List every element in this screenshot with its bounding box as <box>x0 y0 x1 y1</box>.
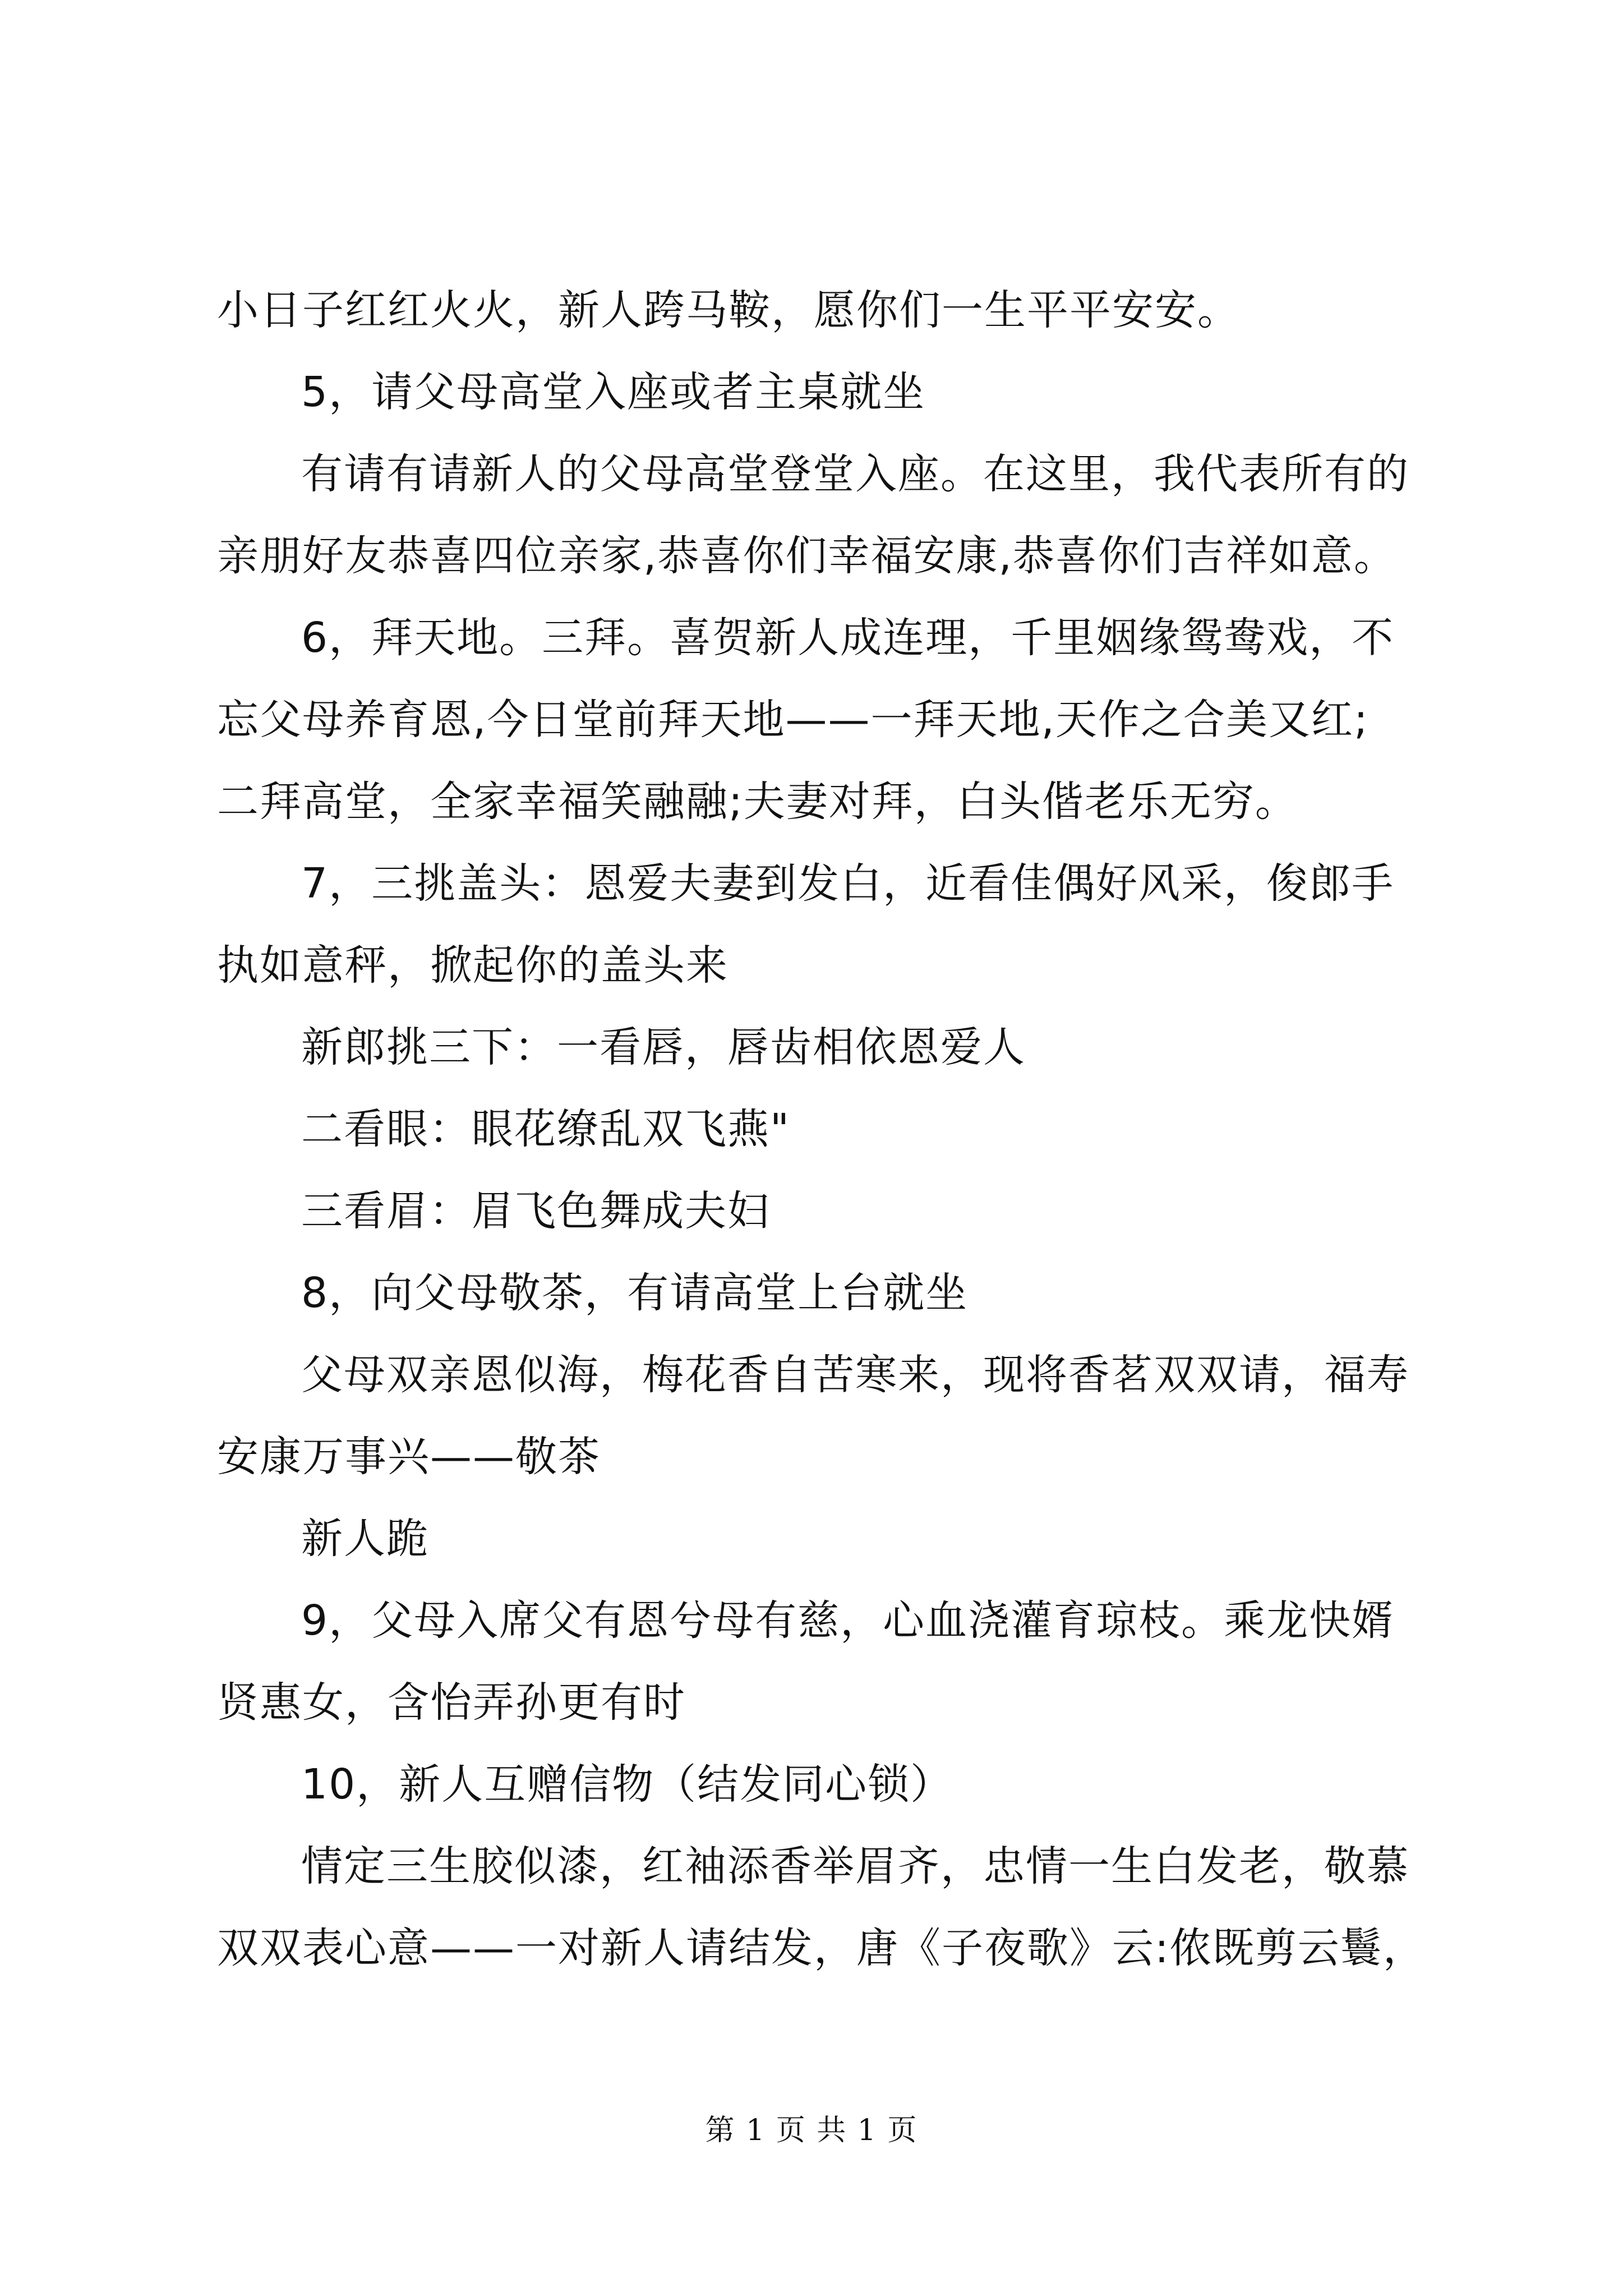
text-line-6: 忘父母养育恩,今日堂前拜天地——一拜天地,天作之合美又红; <box>217 696 1369 744</box>
text-line-9: 执如意秤，掀起你的盖头来 <box>217 941 728 990</box>
text-line-20: 情定三生胶似漆，红袖添香举眉齐，忠情一生白发老，敬慕 <box>301 1842 1409 1890</box>
page-number-footer: 第 1 页 共 1 页 <box>705 2114 918 2147</box>
text-line-3: 有请有请新人的父母高堂登堂入座。在这里，我代表所有的 <box>301 450 1409 498</box>
text-line-2: 5，请父母高堂入座或者主桌就坐 <box>301 368 926 416</box>
document-body <box>217 269 1426 1989</box>
text-line-18: 贤惠女，含怡弄孙更有时 <box>217 1678 686 1727</box>
text-line-7: 二拜高堂，全家幸福笑融融;夫妻对拜，白头偕老乐无穷。 <box>217 777 1298 826</box>
text-line-13: 8，向父母敬茶，有请高堂上台就坐 <box>301 1269 969 1317</box>
text-line-8: 7，三挑盖头：恩爱夫妻到发白，近看佳偶好风采，俊郎手 <box>301 859 1395 908</box>
text-line-4: 亲朋好友恭喜四位亲家,恭喜你们幸福安康,恭喜你们吉祥如意。 <box>217 532 1397 580</box>
text-line-11: 二看眼：眼花缭乱双飞燕" <box>301 1105 791 1153</box>
text-line-14: 父母双亲恩似海，梅花香自苦寒来，现将香茗双双请，福寿 <box>301 1351 1409 1399</box>
text-line-21: 双双表心意——一对新人请结发，唐《子夜歌》云:侬既剪云鬟， <box>217 1924 1426 1972</box>
text-line-10: 新郎挑三下：一看唇，唇齿相依恩爱人 <box>301 1023 1026 1071</box>
text-line-12: 三看眉：眉飞色舞成夫妇 <box>301 1187 770 1235</box>
text-line-5: 6，拜天地。三拜。喜贺新人成连理，千里姻缘鸳鸯戏，不 <box>301 614 1395 662</box>
text-line-1: 小日子红红火火，新人跨马鞍，愿你们一生平平安安。 <box>217 286 1240 334</box>
text-line-16: 新人跪 <box>301 1515 429 1563</box>
text-line-17: 9，父母入席父有恩兮母有慈，心血浇灌育琼枝。乘龙快婿 <box>301 1596 1395 1645</box>
text-line-15: 安康万事兴——敬茶 <box>217 1433 601 1481</box>
text-line-19: 10，新人互赠信物（结发同心锁） <box>301 1760 953 1809</box>
